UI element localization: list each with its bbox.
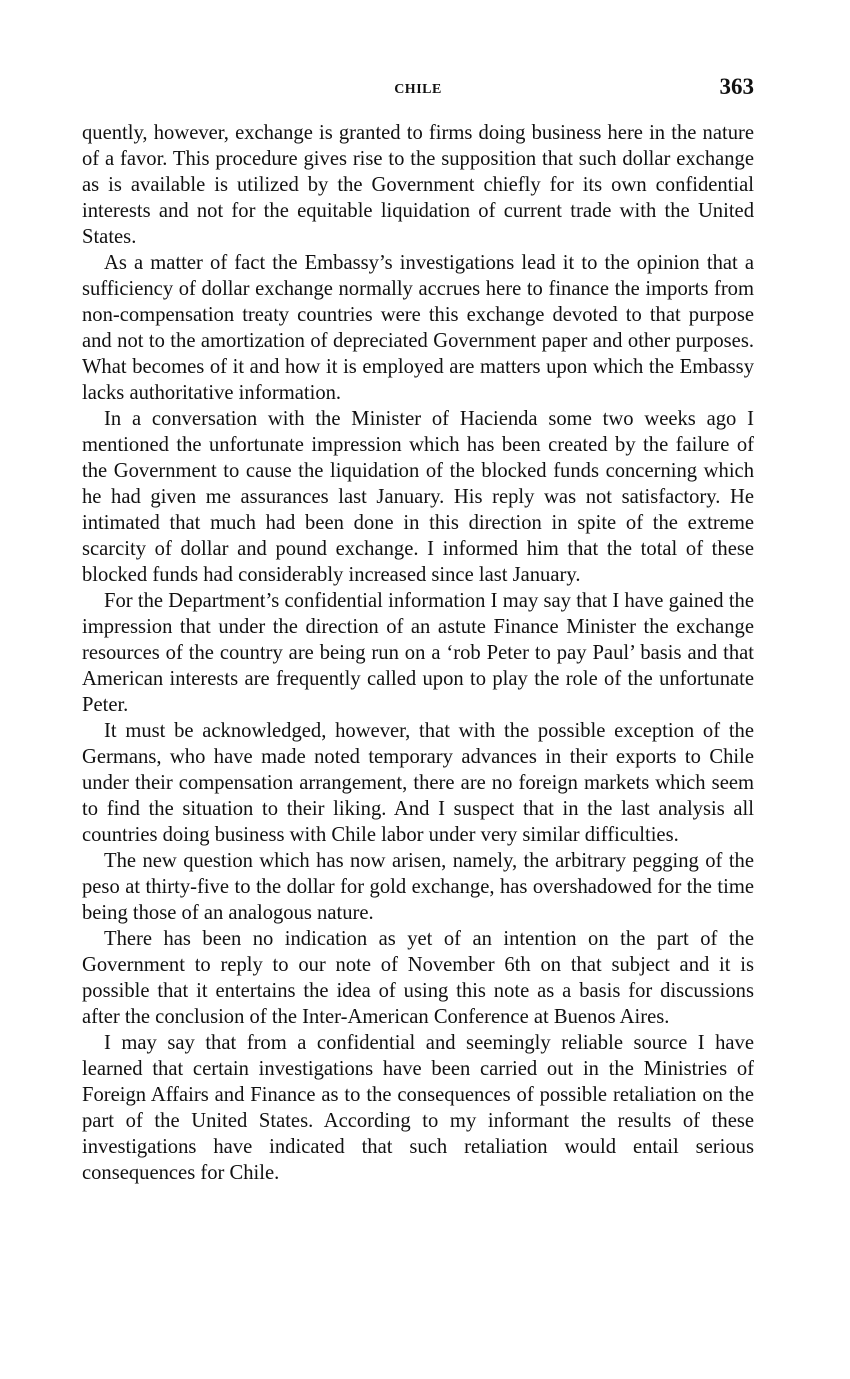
paragraph: For the Department’s confidential information I may say that I have gained the impression that under the direction of an astute Finance Minister the exchange resources of the country are being run on a ‘rob Peter to pay Paul’ basis and that American interests are frequently called upon to play the role of the unfortunate Peter. bbox=[82, 590, 754, 716]
running-title: CHILE bbox=[394, 82, 442, 97]
paragraph: The new question which has now arisen, namely, the arbitrary pegging of the peso at thirty-five to the dollar for gold exchange, has overshadowed for the time being those of an analogous nature. bbox=[82, 850, 754, 924]
document-page bbox=[82, 70, 754, 1186]
body-text bbox=[82, 120, 754, 1186]
paragraph: As a matter of fact the Embassy’s investigations lead it to the opinion that a sufficiency of dollar exchange normally accrues here to finance the imports from non-compensation treaty countries were this exchange devoted to that purpose and not to the amortization of depreciated Government paper and other purposes. What becomes of it and how it is employed are matters upon which the Embassy lacks authoritative information. bbox=[82, 252, 754, 404]
paragraph: I may say that from a confidential and seemingly reliable source I have learned that certain investigations have been carried out in the Ministries of Foreign Affairs and Finance as to the consequences of possible retaliation on the part of the United States. According to my informant the results of these investigations have indicated that such retaliation would entail serious consequences for Chile. bbox=[82, 1032, 754, 1184]
paragraph: There has been no indication as yet of an intention on the part of the Government to reply to our note of November 6th on that subject and it is possible that it entertains the idea of using this note as a basis for discussions after the conclusion of the Inter-American Conference at Buenos Aires. bbox=[82, 928, 754, 1028]
paragraph: It must be acknowledged, however, that with the possible exception of the Germans, who have made noted temporary advances in their exports to Chile under their compensation arrangement, there are no foreign markets which seem to find the situation to their liking. And I suspect that in the last analysis all countries doing business with Chile labor under very similar difficulties. bbox=[82, 720, 754, 846]
page-number: 363 bbox=[719, 74, 754, 99]
running-header bbox=[82, 70, 754, 110]
paragraph-continued: quently, however, exchange is granted to firms doing business here in the nature of a favor. This procedure gives rise to the supposition that such dollar exchange as is available is utilized by the Government chiefly for its own confidential interests and not for the equitable liquidation of current trade with the United States. bbox=[82, 122, 754, 248]
paragraph: In a conversation with the Minister of Hacienda some two weeks ago I mentioned the unfortunate impression which has been created by the failure of the Government to cause the liquidation of the blocked funds concerning which he had given me assurances last January. His reply was not satisfactory. He intimated that much had been done in this direction in spite of the extreme scarcity of dollar and pound exchange. I informed him that the total of these blocked funds had considerably increased since last January. bbox=[82, 408, 754, 586]
